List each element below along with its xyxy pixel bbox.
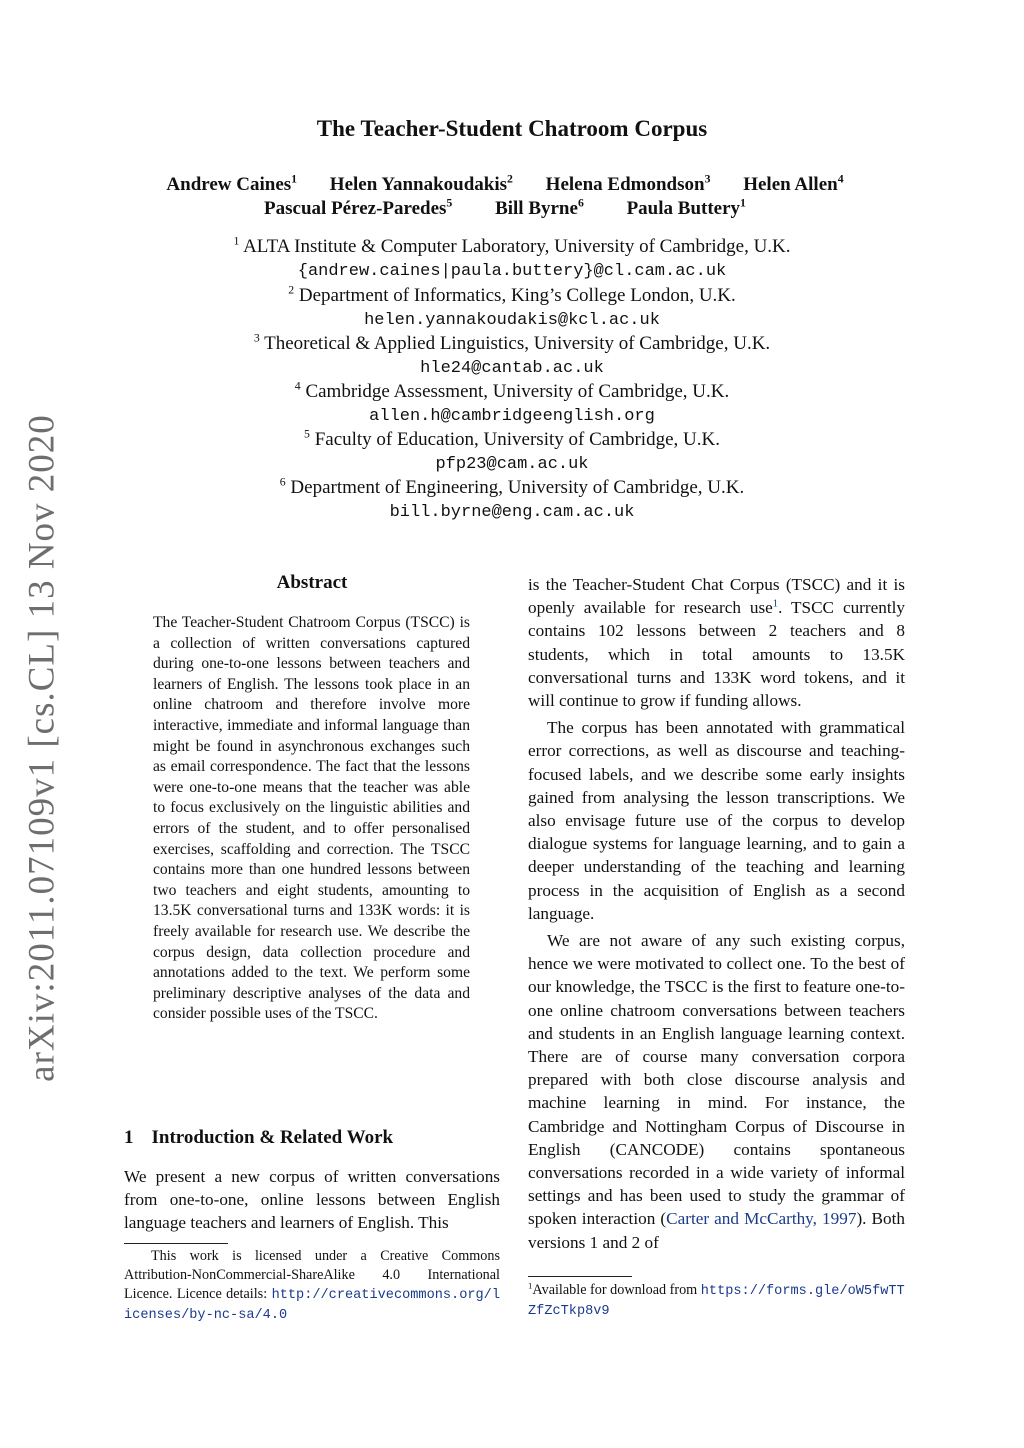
download-link[interactable]: https://forms.gle/oW5fwTTZfZcTkp8v9	[528, 1284, 905, 1319]
paragraph-text: We are not aware of any such existing corpus, hence we were motivated to collect one. To the best of our knowledge, the TSCC is the first to feature one-to-one online chatroom conversations between teachers and students in an English language learning context. There are of course many conversation corpora prepared with both close discourse analysis and machine learning in mind. For instance, the Cambridge and Nottingham Corpus of Discourse in English (CANCODE) contains spontaneous conversations recorded in a wide variety of informal settings and has been used to study the grammar of spoken interaction (	[528, 931, 905, 1229]
author-affil-mark: 5	[446, 196, 453, 210]
affiliation-mark: 1	[233, 234, 240, 248]
section-number: 1	[124, 1127, 134, 1148]
affiliation	[0, 477, 1024, 499]
authors-line-2	[0, 198, 1024, 220]
affiliation-text: ALTA Institute & Computer Laboratory, University of Cambridge, U.K.	[243, 236, 791, 257]
author-name: Bill Byrne	[495, 198, 578, 219]
affiliation-mark: 2	[288, 283, 295, 297]
footnote-license	[124, 1247, 500, 1325]
affiliation-text: Cambridge Assessment, University of Cambridge, U.K.	[305, 381, 730, 402]
footnote-rule	[528, 1276, 632, 1277]
author-affil-mark: 1	[291, 172, 298, 186]
footnote-text: This work is licensed under a Creative Commons Attribution-NonCommercial-ShareAlike 4.0 International Licence. Licence details:	[124, 1248, 500, 1302]
abstract-heading: Abstract	[276, 572, 348, 593]
footnote-number: 1	[528, 1280, 533, 1291]
author-name: Helena Edmondson	[545, 174, 705, 195]
affiliation-email: hle24@cantab.ac.uk	[420, 359, 604, 378]
author-name: Pascual Pérez-Paredes	[264, 198, 447, 219]
affiliation	[0, 381, 1024, 403]
affiliation-email: bill.byrne@eng.cam.ac.uk	[389, 503, 635, 522]
intro-paragraph-1	[528, 573, 905, 712]
author	[546, 174, 711, 195]
license-link[interactable]: http://creativecommons.org/licenses/by-nc-sa/4.0	[124, 1288, 500, 1323]
affiliation-email: allen.h@cambridgeenglish.org	[369, 407, 655, 426]
author-affil-mark: 2	[507, 172, 513, 186]
intro-paragraph-3	[528, 929, 905, 1254]
affiliation-text: Faculty of Education, University of Cambridge, U.K.	[314, 429, 720, 450]
section-title: Introduction & Related Work	[151, 1127, 394, 1148]
author-name: Paula Buttery	[626, 198, 741, 219]
abstract-body: The Teacher-Student Chatroom Corpus (TSCC) is a collection of written conversations captured during one-to-one lessons between teachers and learners of English. The lessons took place in an online chatroom and therefore involve more interactive, immediate and informal language than might be found in asynchronous exchanges such as email correspondence. The fact that the lessons were one-to-one means that the teacher was able to focus exclusively on the linguistic abilities and errors of the student, and to offer personalised exercises, scaffolding and correction. The TSCC contains more than one hundred lessons between two teachers and eight students, amounting to 13.5K conversational turns and 133K words: it is freely available for research use. We describe the corpus design, data collection procedure and annotations added to the text. We perform some preliminary descriptive analyses of the data and consider possible uses of the TSCC.	[153, 614, 470, 1023]
author-name: Andrew Caines	[166, 174, 292, 195]
citation-link[interactable]: Carter and McCarthy, 1997	[666, 1209, 857, 1229]
right-column	[528, 573, 905, 1258]
intro-paragraph-left: We present a new corpus of written conversations from one-to-one, online lessons between English language teachers and learners of English. This	[124, 1167, 500, 1233]
paragraph-text: ). Both versions 1 and 2 of	[528, 1209, 905, 1252]
affiliation-mark: 5	[304, 427, 310, 441]
footnote-download	[528, 1281, 905, 1321]
section-heading	[124, 1127, 393, 1149]
author	[264, 198, 452, 219]
affiliation-text: Department of Informatics, King’s College London, U.K.	[298, 285, 736, 306]
intro-paragraph-2: The corpus has been annotated with grammatical error corrections, as well as discourse and teaching-focused labels, and we describe some early insights gained from analysing the lesson transcriptions. We also envisage future use of the corpus to develop dialogue systems for language learning, and to gain a deeper understanding of the teaching and learning process in the acquisition of English as a second language.	[528, 718, 905, 923]
affiliation-mark: 3	[253, 331, 260, 345]
affiliation	[0, 429, 1024, 451]
affiliation-text: Department of Engineering, University of Cambridge, U.K.	[290, 477, 745, 498]
authors-line-1	[0, 174, 1024, 196]
author-affil-mark: 4	[837, 172, 844, 186]
author	[495, 198, 584, 219]
affiliation	[0, 333, 1024, 355]
paper-title: The Teacher-Student Chatroom Corpus	[316, 116, 708, 141]
author-affil-mark: 3	[704, 172, 711, 186]
affiliation	[0, 236, 1024, 258]
author-name: Helen Allen	[743, 174, 838, 195]
affiliation-email: helen.yannakoudakis@kcl.ac.uk	[364, 311, 660, 330]
affiliation-email: {andrew.caines|paula.buttery}@cl.cam.ac.uk	[297, 262, 727, 281]
affiliation-mark: 6	[279, 475, 286, 489]
author-affil-mark: 1	[740, 196, 746, 210]
author	[743, 174, 843, 195]
author	[330, 174, 513, 195]
affiliation-email: pfp23@cam.ac.uk	[435, 455, 589, 474]
affiliation	[0, 285, 1024, 307]
affiliation-mark: 4	[294, 379, 301, 393]
footnote-text: Available for download from	[532, 1282, 701, 1298]
paragraph-text: is the Teacher-Student Chat Corpus (TSCC) and it is openly available for research use	[528, 575, 905, 618]
author	[166, 174, 297, 195]
paragraph-text: . TSCC currently contains 102 lessons between 2 teachers and 8 students, which in total amounts to 13.5K conversational turns and 133K word tokens, and it will continue to grow if funding allows.	[528, 598, 905, 711]
footnote-ref[interactable]: 1	[772, 598, 779, 610]
author-name: Helen Yannakoudakis	[329, 174, 508, 195]
arxiv-stamp: arXiv:2011.07109v1 [cs.CL] 13 Nov 2020	[21, 414, 63, 1082]
affiliation-text: Theoretical & Applied Linguistics, University of Cambridge, U.K.	[264, 333, 771, 354]
footnote-rule	[124, 1243, 228, 1244]
author-affil-mark: 6	[577, 196, 584, 210]
author	[627, 198, 746, 219]
